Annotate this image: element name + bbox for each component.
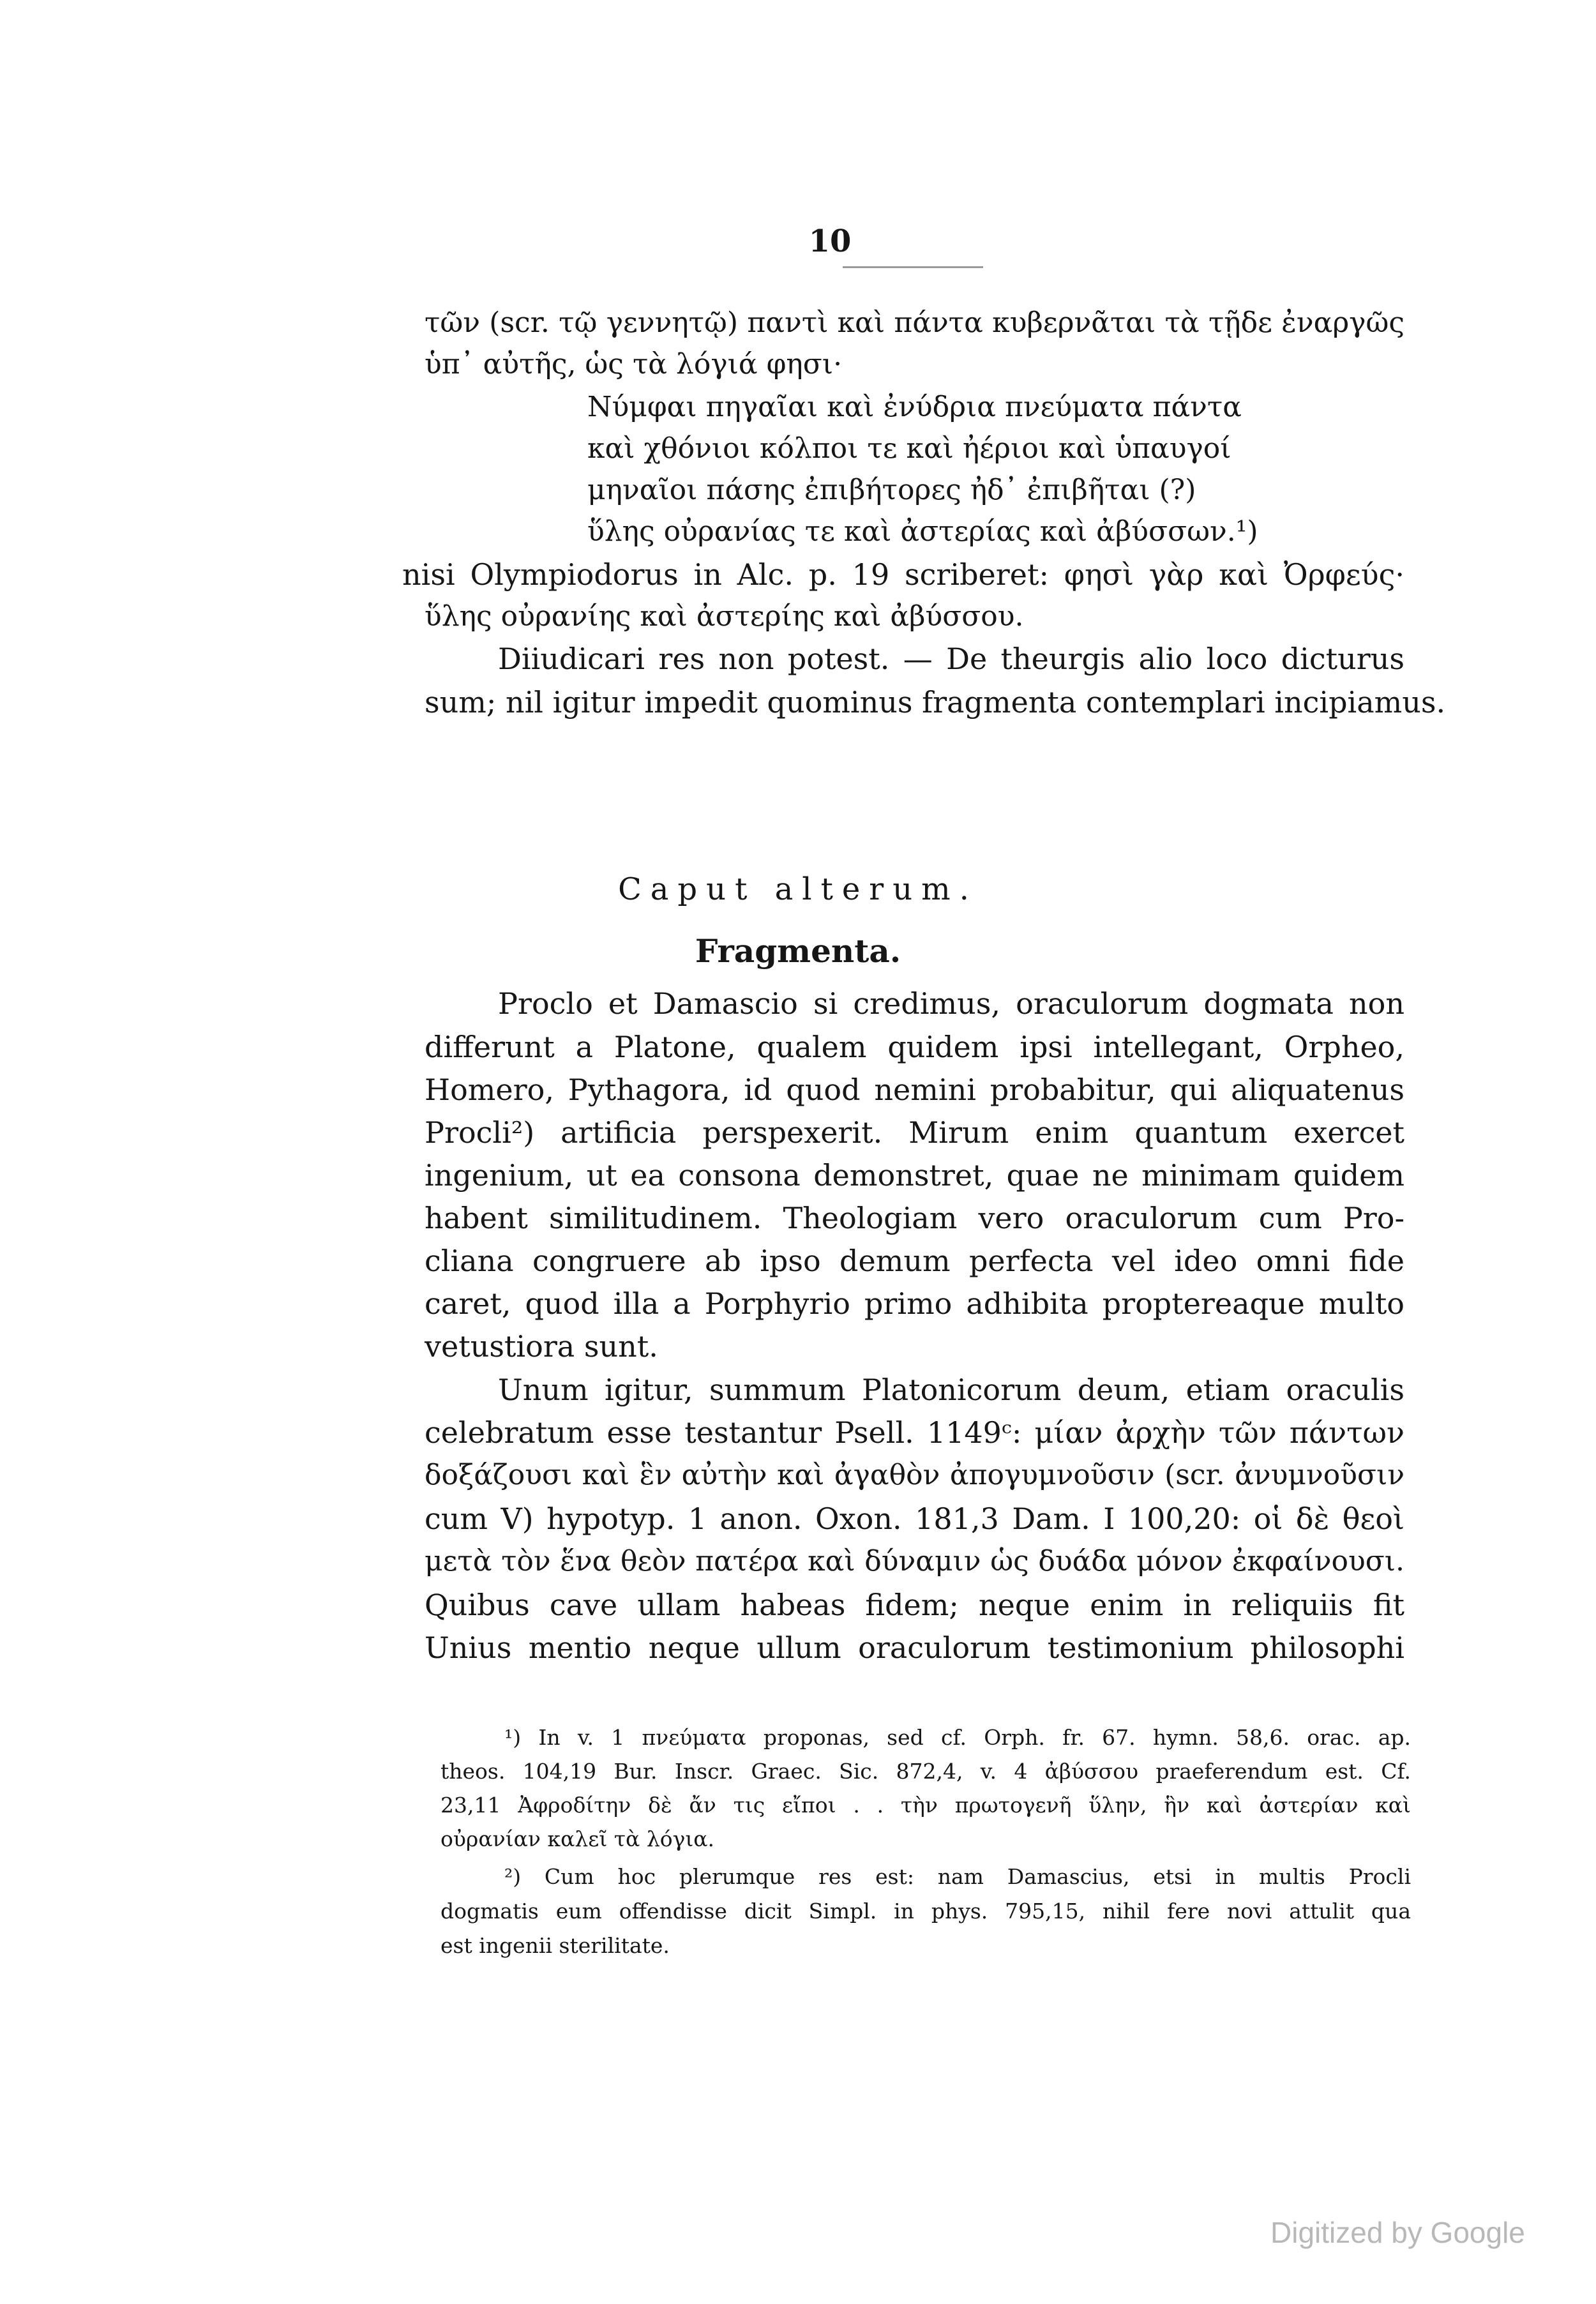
text-line: celebratum esse testantur Psell. 1149ᶜ: μίαν ἀρχὴν τῶν πάντων (425, 1415, 1404, 1450)
text-line: cum V) hypotyp. 1 anon. Oxon. 181,3 Dam. I 100,20: οἱ δὲ θεοὶ (425, 1502, 1404, 1536)
google-watermark: Digitized by Google (1270, 2216, 1525, 2249)
text-line: ὕλης οὐρανίης καὶ ἀστερίης καὶ ἀβύσσου. (425, 600, 1024, 633)
text-line: differunt a Platone, qualem quidem ipsi intellegant, Orpheo, (425, 1030, 1404, 1064)
footnote-line: ¹) In v. 1 πνεύματα proponas, sed cf. Orph. fr. 67. hymn. 58,6. orac. ap. (504, 1725, 1411, 1750)
verse-line: Νύμφαι πηγαῖαι καὶ ἐνύδρια πνεύματα πάντα (587, 391, 1242, 423)
text-line: nisi Olympiodorus in Alc. p. 19 scriberet: φησὶ γὰρ καὶ Ὀρφεύς· (402, 557, 1404, 592)
text-line: Unius mentio neque ullum oraculorum testimonium philosophi (425, 1630, 1404, 1665)
text-line: δοξάζουσι καὶ ἓν αὐτὴν καὶ ἀγαθὸν ἀπογυμνοῦσιν (scr. ἀνυμνοῦσιν (425, 1459, 1404, 1491)
text-line: Unum igitur, summum Platonicorum deum, etiam oraculis (498, 1373, 1404, 1407)
footnote-line: est ingenii sterilitate. (440, 1933, 670, 1958)
text-line: caret, quod illa a Porphyrio primo adhibita proptereaque multo (425, 1286, 1404, 1321)
text-line: Homero, Pythagora, id quod nemini probabitur, qui aliquatenus (425, 1073, 1404, 1107)
footnote-line: ²) Cum hoc plerumque res est: nam Damascius, etsi in multis Procli (504, 1864, 1411, 1889)
text-line: cliana congruere ab ipso demum perfecta vel ideo omni fide (425, 1244, 1404, 1278)
text-line: vetustiora sunt. (425, 1329, 658, 1364)
text-line: ingenium, ut ea consona demonstret, quae ne minimam quidem (425, 1158, 1404, 1193)
text-line: Procli²) artificia perspexerit. Mirum enim quantum exercet (425, 1115, 1404, 1150)
text-line: Proclo et Damascio si credimus, oraculorum dogmata non (498, 986, 1404, 1021)
text-line: Quibus cave ullam habeas fidem; neque enim in reliquiis fit (425, 1588, 1404, 1622)
verse-line: καὶ χθόνιοι κόλποι τε καὶ ἠέριοι καὶ ὑπαυγοί (587, 432, 1231, 465)
footnote-line: οὐρανίαν καλεῖ τὰ λόγια. (440, 1826, 715, 1851)
verse-line: μηναῖοι πάσης ἐπιβήτορες ἠδ᾽ ἐπιβῆται (?) (587, 474, 1196, 506)
footnote-line: theos. 104,19 Bur. Inscr. Graec. Sic. 872,4, v. 4 ἀβύσσου praeferendum est. Cf. (440, 1759, 1411, 1784)
page-number: 10 (808, 223, 852, 259)
footnote-line: dogmatis eum offendisse dicit Simpl. in phys. 795,15, nihil fere novi attulit qua (440, 1899, 1411, 1924)
chapter-heading: Caput alterum. (618, 871, 978, 907)
text-line: ὑπ᾽ αὐτῆς, ὡς τὰ λόγιά φησι· (425, 348, 843, 380)
text-line: habent similitudinem. Theologiam vero oraculorum cum Pro- (425, 1201, 1404, 1235)
verse-line: ὕλης οὐρανίας τε καὶ ἀστερίας καὶ ἀβύσσων.¹) (587, 515, 1258, 548)
text-line: Diiudicari res non potest. — De theurgis alio loco dicturus (498, 642, 1404, 676)
section-heading: Fragmenta. (695, 932, 901, 970)
text-line: sum; nil igitur impedit quominus fragmenta contemplari incipiamus. (425, 685, 1446, 719)
text-line: τῶν (scr. τῷ γεννητῷ) παντὶ καὶ πάντα κυβερνᾶται τὰ τῇδε ἐναργῶς (425, 306, 1404, 339)
page-number-rule (843, 266, 983, 268)
footnote-line: 23,11 Ἀφροδίτην δὲ ἄν τις εἴποι . . τὴν πρωτογενῆ ὕλην, ἣν καὶ ἀστερίαν καὶ (440, 1793, 1411, 1818)
text-line: μετὰ τὸν ἕνα θεὸν πατέρα καὶ δύναμιν ὡς δυάδα μόνον ἐκφαίνουσι. (425, 1545, 1404, 1577)
